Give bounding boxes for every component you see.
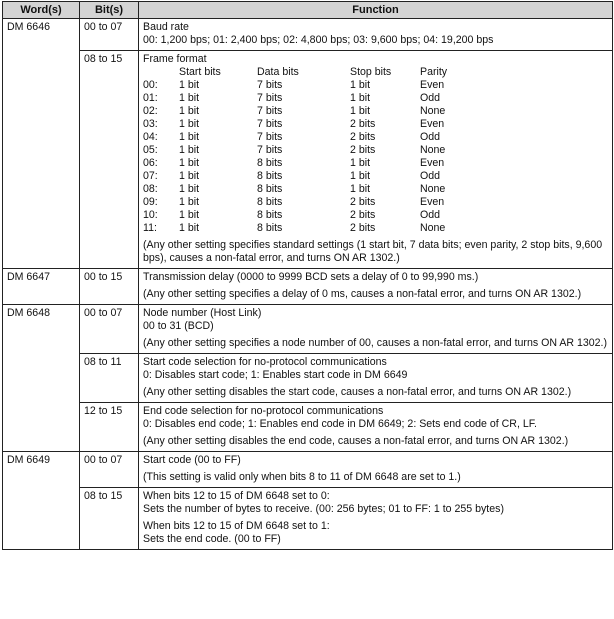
frame-start-bits: 1 bit	[179, 144, 200, 156]
function-title: Baud rate	[143, 21, 189, 33]
frame-parity: Even	[420, 79, 445, 91]
frame-parity: Even	[420, 118, 445, 130]
frame-start-bits: 1 bit	[179, 131, 200, 143]
function-cell	[139, 354, 613, 403]
bit-cell: 00 to 07	[80, 19, 139, 51]
frame-format-row	[143, 170, 608, 183]
frame-start-bits: 1 bit	[179, 183, 200, 195]
frame-parity: Odd	[420, 131, 441, 143]
function-title: Start code selection for no-protocol communications	[143, 356, 387, 368]
frame-data-bits: 7 bits	[257, 79, 283, 91]
function-cell	[139, 452, 613, 488]
frame-format-row	[143, 183, 608, 196]
bit-cell: 00 to 15	[80, 269, 139, 305]
function-cell	[139, 305, 613, 354]
frame-stop-bits: 1 bit	[350, 79, 371, 91]
frame-stop-bits: 2 bits	[350, 144, 376, 156]
frame-code: 01:	[143, 92, 158, 104]
frame-code: 03:	[143, 118, 158, 130]
frame-start-bits: 1 bit	[179, 157, 200, 169]
frame-start-bits: 1 bit	[179, 92, 200, 104]
frame-format-row	[143, 157, 608, 170]
bit-cell: 08 to 11	[80, 354, 139, 403]
frame-data-bits: 7 bits	[257, 118, 283, 130]
frame-code: 07:	[143, 170, 158, 182]
frame-data-bits: 8 bits	[257, 196, 283, 208]
function-note: (Any other setting disables the end code, causes a non-fatal error, and turns ON AR 1302.)	[143, 435, 569, 447]
function-title: Node number (Host Link)	[143, 307, 262, 319]
function-text: When bits 12 to 15 of DM 6648 set to 0:	[143, 490, 330, 502]
frame-format-row	[143, 196, 608, 209]
frame-start-bits: 1 bit	[179, 209, 200, 221]
function-cell	[139, 269, 613, 305]
frame-parity: Odd	[420, 170, 441, 182]
frame-code: 11:	[143, 222, 157, 234]
word-cell: DM 6647	[3, 269, 80, 305]
frame-data-bits: 8 bits	[257, 170, 283, 182]
frame-stop-bits: 2 bits	[350, 131, 376, 143]
header-row	[3, 2, 613, 19]
frame-code: 09:	[143, 196, 158, 208]
frame-data-bits: 8 bits	[257, 183, 283, 195]
frame-parity: None	[420, 183, 446, 195]
frame-format-row	[143, 118, 608, 131]
frame-parity: None	[420, 144, 446, 156]
function-cell	[139, 19, 613, 51]
header-word: Word(s)	[3, 2, 80, 19]
frame-code: 00:	[143, 79, 158, 91]
frame-parity: Odd	[420, 92, 441, 104]
function-text: Sets the end code. (00 to FF)	[143, 533, 281, 545]
bit-cell: 12 to 15	[80, 403, 139, 452]
frame-code: 04:	[143, 131, 158, 143]
frame-code: 06:	[143, 157, 158, 169]
frame-data-bits: 7 bits	[257, 131, 283, 143]
frame-start-bits: 1 bit	[179, 196, 200, 208]
settings-table	[2, 1, 613, 550]
bit-cell: 00 to 07	[80, 452, 139, 488]
frame-code: 05:	[143, 144, 158, 156]
function-title: Frame format	[143, 53, 207, 65]
function-note: (This setting is valid only when bits 8 to 11 of DM 6648 are set to 1.)	[143, 471, 461, 483]
col-data-bits: Data bits	[257, 66, 299, 78]
frame-stop-bits: 1 bit	[350, 183, 371, 195]
frame-format-row	[143, 105, 608, 118]
word-cell: DM 6649	[3, 452, 80, 550]
col-parity: Parity	[420, 66, 448, 78]
frame-data-bits: 8 bits	[257, 209, 283, 221]
function-title: End code selection for no-protocol communications	[143, 405, 384, 417]
frame-start-bits: 1 bit	[179, 170, 200, 182]
function-note: (Any other setting specifies standard settings (1 start bit, 7 data bits; even parity, 2 stop bits, 9,600 bps), causes a non-fatal error, and turns ON AR 1302.)	[143, 239, 603, 264]
frame-parity: None	[420, 222, 446, 234]
word-cell: DM 6646	[3, 19, 80, 269]
frame-code: 08:	[143, 183, 158, 195]
table-row	[3, 354, 613, 403]
col-start-bits: Start bits	[179, 66, 221, 78]
frame-stop-bits: 2 bits	[350, 222, 376, 234]
frame-format-row	[143, 209, 608, 222]
table-row	[3, 488, 613, 550]
bit-cell: 08 to 15	[80, 51, 139, 269]
header-bit: Bit(s)	[80, 2, 139, 19]
frame-format-row	[143, 222, 608, 235]
frame-start-bits: 1 bit	[179, 105, 200, 117]
frame-data-bits: 7 bits	[257, 144, 283, 156]
frame-parity: Even	[420, 157, 445, 169]
frame-stop-bits: 1 bit	[350, 157, 371, 169]
frame-start-bits: 1 bit	[179, 79, 200, 91]
function-text: Sets the number of bytes to receive. (00: 256 bytes; 01 to FF: 1 to 255 bytes)	[143, 503, 504, 515]
col-stop-bits: Stop bits	[350, 66, 392, 78]
frame-format-header	[143, 66, 608, 79]
function-title: Transmission delay (0000 to 9999 BCD sets a delay of 0 to 99,990 ms.)	[143, 271, 479, 283]
frame-start-bits: 1 bit	[179, 222, 200, 234]
frame-parity: Even	[420, 196, 445, 208]
frame-format-row	[143, 144, 608, 157]
function-text: 00: 1,200 bps; 01: 2,400 bps; 02: 4,800 bps; 03: 9,600 bps; 04: 19,200 bps	[143, 34, 494, 46]
function-text: 00 to 31 (BCD)	[143, 320, 214, 332]
header-function: Function	[139, 2, 613, 19]
frame-data-bits: 7 bits	[257, 105, 283, 117]
function-cell	[139, 51, 613, 269]
frame-format-row	[143, 92, 608, 105]
bit-cell: 00 to 07	[80, 305, 139, 354]
function-cell	[139, 488, 613, 550]
function-note: (Any other setting disables the start code, causes a non-fatal error, and turns ON AR 1302.)	[143, 386, 572, 398]
bit-cell: 08 to 15	[80, 488, 139, 550]
function-cell	[139, 403, 613, 452]
frame-stop-bits: 2 bits	[350, 118, 376, 130]
function-text: When bits 12 to 15 of DM 6648 set to 1:	[143, 520, 330, 532]
table-row	[3, 269, 613, 305]
frame-stop-bits: 1 bit	[350, 105, 371, 117]
table-row	[3, 51, 613, 269]
frame-format-row	[143, 131, 608, 144]
frame-code: 10:	[143, 209, 158, 221]
function-text: 0: Disables end code; 1: Enables end code in DM 6649; 2: Sets end code of CR, LF.	[143, 418, 537, 430]
function-title: Start code (00 to FF)	[143, 454, 241, 466]
function-text: 0: Disables start code; 1: Enables start code in DM 6649	[143, 369, 408, 381]
frame-stop-bits: 1 bit	[350, 170, 371, 182]
table-row	[3, 403, 613, 452]
frame-format-rows	[143, 79, 608, 235]
function-note	[143, 520, 608, 546]
frame-parity: None	[420, 105, 446, 117]
frame-start-bits: 1 bit	[179, 118, 200, 130]
frame-format-row	[143, 79, 608, 92]
function-note: (Any other setting specifies a node number of 00, causes a non-fatal error, and turns ON AR 1302.)	[143, 337, 608, 349]
table-row	[3, 305, 613, 354]
frame-data-bits: 8 bits	[257, 222, 283, 234]
function-note: (Any other setting specifies a delay of 0 ms, causes a non-fatal error, and turns ON AR 1302.)	[143, 288, 582, 300]
frame-stop-bits: 2 bits	[350, 209, 376, 221]
table-row	[3, 452, 613, 488]
word-cell: DM 6648	[3, 305, 80, 452]
frame-data-bits: 7 bits	[257, 92, 283, 104]
frame-stop-bits: 1 bit	[350, 92, 371, 104]
table-row	[3, 19, 613, 51]
frame-parity: Odd	[420, 209, 441, 221]
frame-stop-bits: 2 bits	[350, 196, 376, 208]
frame-data-bits: 8 bits	[257, 157, 283, 169]
frame-code: 02:	[143, 105, 158, 117]
